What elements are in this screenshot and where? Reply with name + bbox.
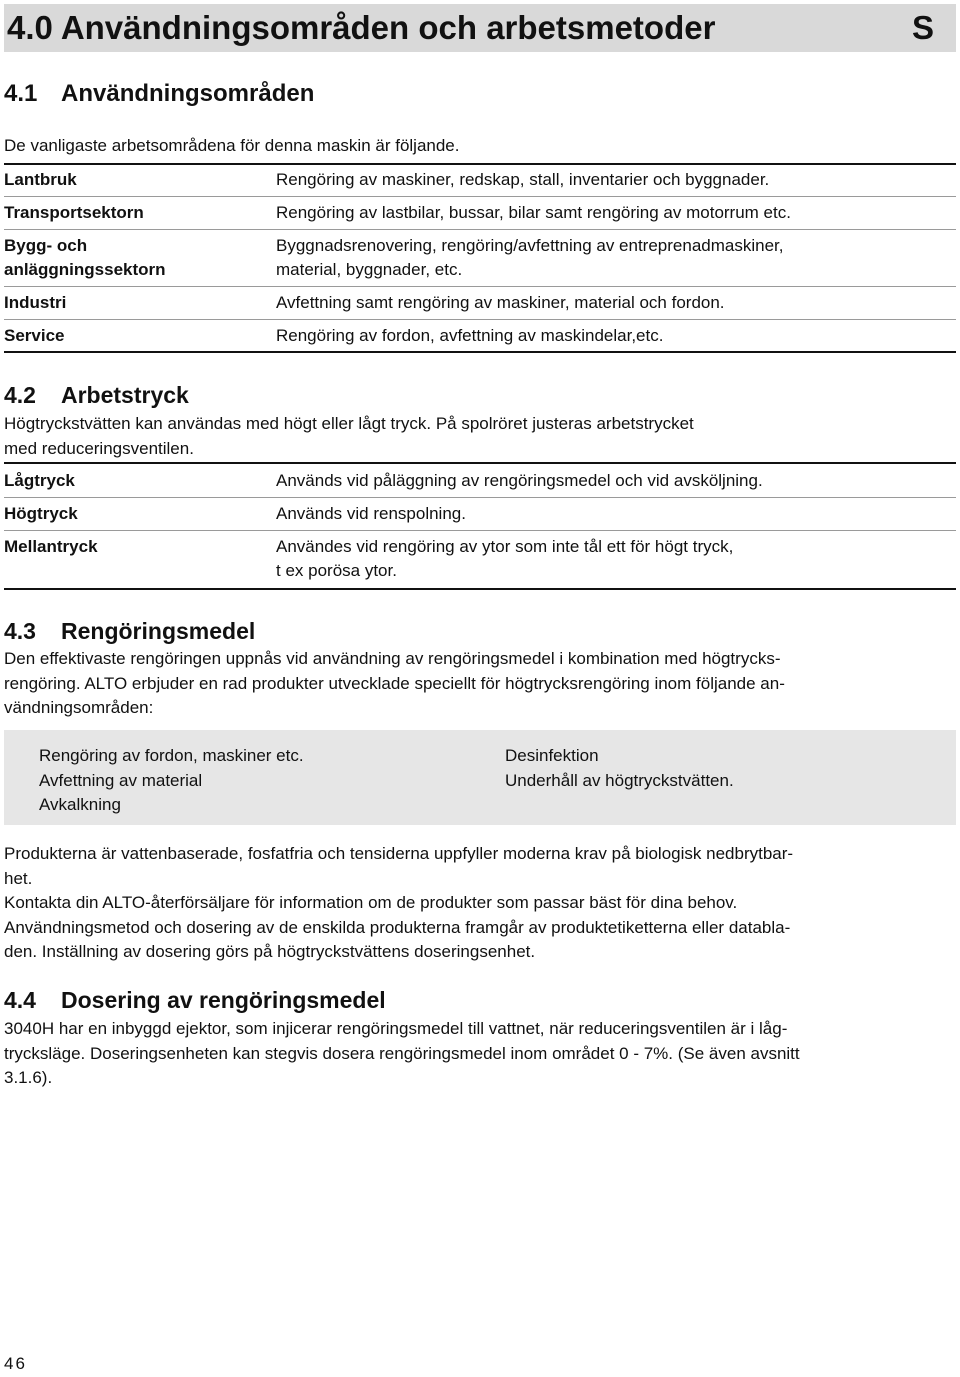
section-title: Användningsområden (61, 80, 315, 107)
table-top-rule (4, 462, 956, 464)
paragraph-line: Den effektivaste rengöringen uppnås vid användning av rengöringsmedel i kombination med högtrycks- (4, 649, 781, 668)
row-label: Industri (4, 293, 67, 312)
paragraph-line: vändningsområden: (4, 698, 154, 717)
section-4-3-paragraph (4, 647, 939, 721)
product-area-item: Underhåll av högtryckstvätten. (505, 770, 734, 790)
product-areas-right (505, 744, 734, 793)
row-label-line: Bygg- och (4, 236, 88, 255)
section-number: 4.2 (4, 382, 36, 408)
section-4-2-intro (4, 412, 939, 461)
section-title: Dosering av rengöringsmedel (61, 987, 386, 1013)
paragraph-line: het. (4, 868, 33, 888)
product-areas-box (4, 730, 956, 825)
row-text: Rengöring av fordon, avfettning av maskindelar,etc. (276, 326, 664, 345)
row-text: Används vid påläggning av rengöringsmedel och vid avsköljning. (276, 471, 763, 490)
row-text-line: Användes vid rengöring av ytor som inte tål ett för högt tryck, (276, 537, 734, 556)
row-text (276, 234, 956, 282)
page-number: 46 (4, 1354, 27, 1373)
section-number: 4.1 (4, 80, 38, 107)
row-divider (4, 497, 956, 498)
row-label: Service (4, 326, 65, 345)
row-text-line: material, byggnader, etc. (276, 260, 463, 279)
section-4-2-heading (4, 382, 189, 409)
row-text-line: Byggnadsrenovering, rengöring/avfettning av entreprenadmaskiner, (276, 236, 784, 255)
paragraph-line: den. Inställning av dosering görs på högtryckstvättens doseringsenhet. (4, 942, 536, 961)
row-text: Rengöring av lastbilar, bussar, bilar samt rengöring av motorrum etc. (276, 203, 791, 222)
row-text: Rengöring av maskiner, redskap, stall, inventarier och byggnader. (276, 170, 770, 189)
row-divider (4, 229, 956, 230)
chapter-title: 4.0 Användningsområden och arbetsmetoder (7, 9, 716, 46)
section-4-1-intro: De vanligaste arbetsområdena för denna maskin är följande. (4, 136, 460, 155)
section-4-1-heading (4, 80, 314, 108)
paragraph-line: rengöring. ALTO erbjuder en rad produkter utvecklade speciellt för högtrycksrengöring inom följande an- (4, 673, 785, 693)
language-marker: S (911, 9, 934, 46)
row-divider (4, 530, 956, 531)
section-title: Rengöringsmedel (61, 618, 256, 644)
table-top-rule (4, 163, 956, 165)
row-divider (4, 286, 956, 287)
row-label: Mellantryck (4, 537, 98, 556)
row-label (4, 234, 264, 282)
paragraph-line: Kontakta din ALTO-återförsäljare för information om de produkter som passar bäst för dina behov. (4, 893, 738, 912)
row-label: Lantbruk (4, 170, 77, 189)
product-area-item: Rengöring av fordon, maskiner etc. (39, 746, 304, 765)
section-title: Arbetstryck (61, 382, 189, 408)
section-number: 4.4 (4, 987, 36, 1013)
row-divider (4, 319, 956, 320)
section-4-3-heading (4, 618, 255, 645)
row-label-line: anläggningssektorn (4, 260, 166, 279)
row-label: Lågtryck (4, 471, 75, 490)
table-bottom-rule (4, 351, 956, 353)
paragraph-line: Produkterna är vattenbaserade, fosfatfria och tensiderna uppfyller moderna krav på biologisk nedbrytbar- (4, 844, 794, 863)
paragraph-line: Högtryckstvätten kan användas med högt eller lågt tryck. På spolröret justeras arbetstrycket (4, 414, 694, 433)
section-number: 4.3 (4, 618, 36, 644)
section-4-4-heading (4, 987, 386, 1014)
paragraph-line: 3040H har en inbyggd ejektor, som injicerar rengöringsmedel till vattnet, när reduceringsventilen är i låg- (4, 1019, 788, 1038)
row-label: Högtryck (4, 504, 78, 523)
row-divider (4, 196, 956, 197)
row-text: Används vid renspolning. (276, 504, 466, 523)
paragraph-line: Användningsmetod och dosering av de enskilda produkterna framgår av produktetiketterna eller databla- (4, 917, 791, 937)
section-4-4-paragraph (4, 1017, 939, 1091)
row-text-line: t ex porösa ytor. (276, 561, 397, 580)
paragraph-line: 3.1.6). (4, 1068, 53, 1087)
product-area-item: Avfettning av material (39, 770, 203, 790)
row-text (276, 535, 956, 583)
paragraph-line: trycksläge. Doseringsenheten kan stegvis dosera rengöringsmedel inom området 0 - 7%. (Se även avsnitt (4, 1043, 800, 1063)
product-areas-left (39, 744, 304, 818)
section-4-3-after (4, 842, 939, 965)
chapter-header (4, 4, 956, 52)
product-area-item: Avkalkning (39, 795, 121, 814)
table-bottom-rule (4, 588, 956, 590)
product-area-item: Desinfektion (505, 746, 599, 765)
paragraph-line: med reduceringsventilen. (4, 438, 194, 458)
row-label: Transportsektorn (4, 203, 144, 222)
row-text: Avfettning samt rengöring av maskiner, material och fordon. (276, 293, 725, 312)
